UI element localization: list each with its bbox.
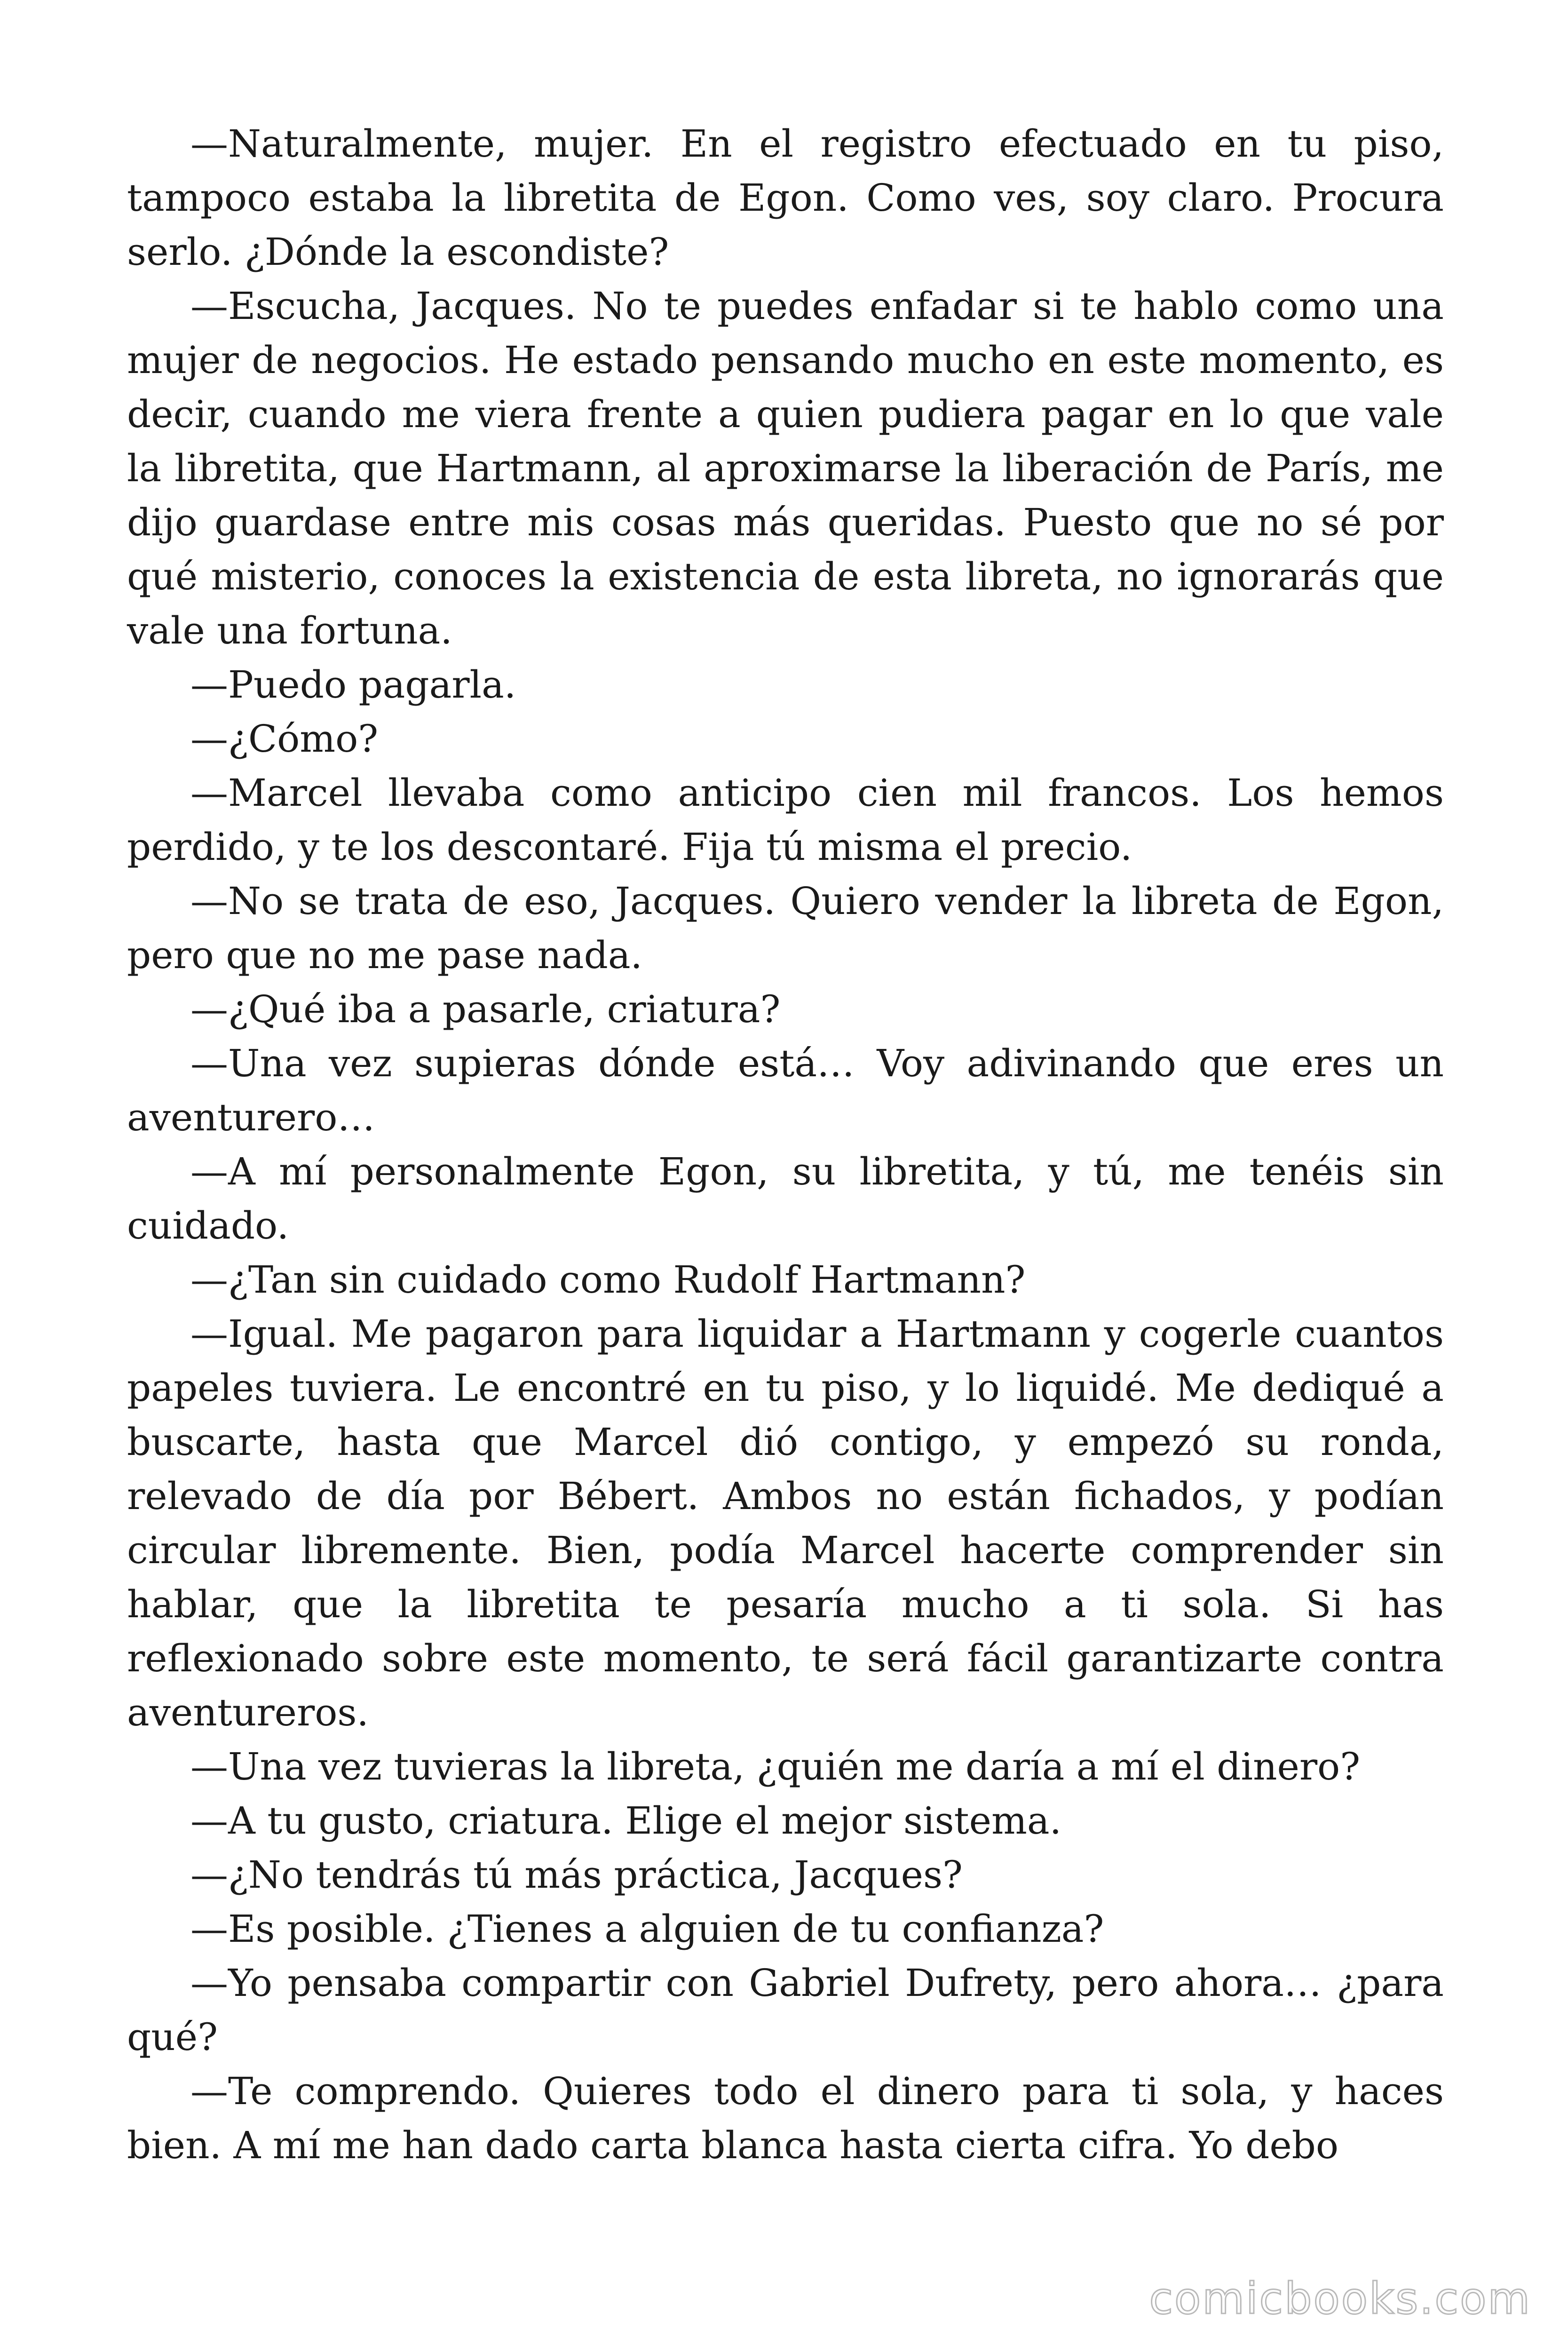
paragraph: —Es posible. ¿Tienes a alguien de tu confianza?	[190, 1907, 1104, 1951]
paragraph: —¿Cómo?	[190, 717, 379, 761]
paragraph: —Marcel llevaba como anticipo cien mil francos. Los hemos perdido, y te los descontaré. Fija tú misma el precio.	[127, 771, 1444, 869]
body-text	[127, 117, 1444, 2172]
paragraph: —Una vez tuvieras la libreta, ¿quién me daría a mí el dinero?	[190, 1745, 1361, 1788]
paragraph: —No se trata de eso, Jacques. Quiero vender la libreta de Egon, pero que no me pase nada.	[127, 879, 1444, 977]
paragraph: —Una vez supieras dónde está… Voy adivinando que eres un aventurero…	[127, 1041, 1444, 1139]
paragraph: —Te comprendo. Quieres todo el dinero para ti sola, y haces bien. A mí me han dado carta blanca hasta cierta cifra. Yo debo	[127, 2069, 1444, 2167]
paragraph: —Igual. Me pagaron para liquidar a Hartmann y cogerle cuantos papeles tuviera. Le encontré en tu piso, y lo liquidé. Me dediqué a buscarte, hasta que Marcel dió contigo, y empezó su ronda, relevado de día por Bébert. Ambos no están fichados, y podían circular libremente. Bien, podía Marcel hacerte comprender sin hablar, que la libretita te pesaría mucho a ti sola. Si has reflexionado sobre este momento, te será fácil garantizarte contra aventureros.	[127, 1312, 1444, 1734]
paragraph: —¿Tan sin cuidado como Rudolf Hartmann?	[190, 1258, 1026, 1302]
paragraph: —Puedo pagarla.	[190, 663, 516, 707]
paragraph: —Naturalmente, mujer. En el registro efectuado en tu piso, tampoco estaba la libretita de Egon. Como ves, soy claro. Procura serlo. ¿Dónde la escondiste?	[127, 122, 1444, 274]
watermark: comicbooks.com	[1149, 2273, 1531, 2324]
paragraph: —¿Qué iba a pasarle, criatura?	[190, 987, 781, 1031]
paragraph: —A mí personalmente Egon, su libretita, y tú, me tenéis sin cuidado.	[127, 1150, 1444, 1248]
paragraph: —Yo pensaba compartir con Gabriel Dufrety, pero ahora… ¿para qué?	[127, 1961, 1444, 2059]
paragraph: —¿No tendrás tú más práctica, Jacques?	[190, 1853, 963, 1897]
paragraph: —Escucha, Jacques. No te puedes enfadar si te hablo como una mujer de negocios. He estado pensando mucho en este momento, es decir, cuando me viera frente a quien pudiera pagar en lo que vale la libretita, que Hartmann, al aproximarse la liberación de París, me dijo guardase entre mis cosas más queridas. Puesto que no sé por qué misterio, conoces la existencia de esta libreta, no ignorarás que vale una fortuna.	[127, 284, 1444, 652]
paragraph: —A tu gusto, criatura. Elige el mejor sistema.	[190, 1799, 1061, 1843]
